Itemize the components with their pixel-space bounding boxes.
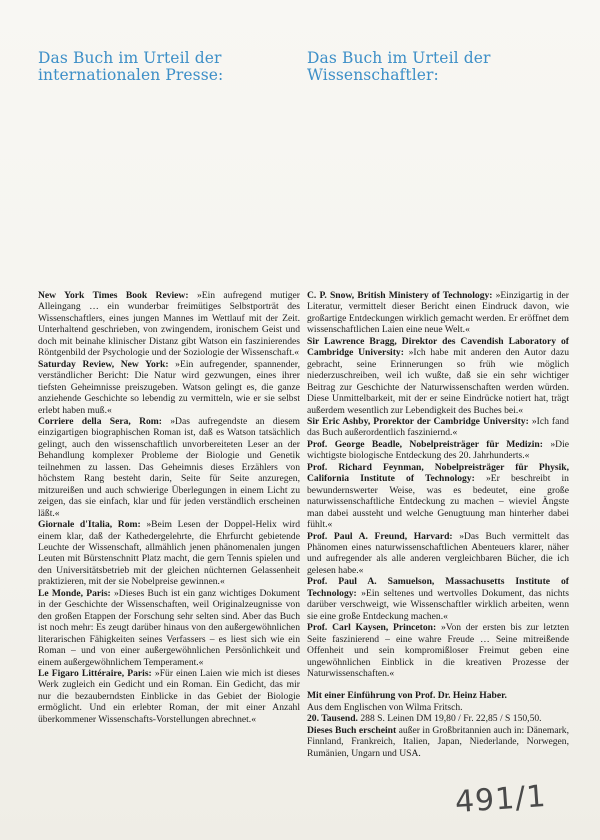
review-ashby [307,416,569,439]
review-quote: »Für einen Laien wie mich ist dieses Werk zugleich ein Gedicht und ein Roman. Ein Gedicht, das mir nur die bezauberndsten Einblicke in das Gebiet der Biologie ermöglicht. Und ein erlebter Roman, der mit einer Anzahl überkommener Wissenschafts-Vorstellungen abrechnet.« [38,667,300,725]
review-quote: »Dieses Buch ist ein ganz wichtiges Dokument in der Geschichte der Wissenschaften, weil Originalzeugnisse von den großen Etappen der Forschung sehr selten sind. Aber das Buch ist noch mehr: Es zeugt darüber hinaus von den außergewöhnlichen literarischen Fähigkeiten seines Verfassers – es liest sich wie ein Roman – und von einer außergewöhnlichen Persönlichkeit und einem außergewöhnlichem Temperament.« [38,587,300,668]
review-source: Prof. Paul A. Freund, Harvard: [307,530,453,542]
review-source: Prof. Richard Feynman, Nobelpreisträger für Physik, California Institute of Technology: [307,461,569,485]
review-source: Prof. George Beadle, Nobelpreisträger für Medizin: [307,438,543,450]
review-quote: »Einzigartig in der Literatur, vermittelt dieser Bericht einen Eindruck davon, wie großartige Entdeckungen wirklich gemacht werden. Er eröffnet dem wissenschaftlichen Laien eine neue Welt.« [307,290,569,336]
review-snow [307,290,569,336]
review-giornale [38,519,300,588]
book-intro-text: Mit einer Einführung von Prof. Dr. Heinz Haber. [307,690,507,702]
review-quote: »Beim Lesen der Doppel-Helix wird einem klar, daß der Kathedergelehrte, die Ehrfurcht gebietende Leuchte der Wissenschaft, allmählich jenen phänomenalen jungen Leuten mit Bürstenschnitt Platz macht, die gern Tennis spielen und den Universitätsbetrieb mit der gleichen nüchternen Gelassenheit praktizieren, mit der sie Nobelpreise gewinnen.« [38,519,301,588]
book-edition [307,713,569,724]
handwritten-note: 491/1 [453,778,548,821]
book-edition-label: 20. Tausend. [307,713,358,725]
review-source: Sir Eric Ashby, Prorektor der Cambridge University: [307,415,529,427]
review-source: Prof. Paul A. Samuelson, Massachusetts Institute of Technology: [307,576,569,599]
review-source: C. P. Snow, British Ministery of Technology: [307,290,493,301]
heading-scientists [307,50,567,84]
review-source: Le Monde, Paris: [38,587,111,599]
press-reviews-column [38,290,300,725]
review-quote: »Ein aufregend mutiger Alleingang … ein wunderbar freimütiges Selbstporträt des Wissenschaftlers, eines jungen Mannes im Wettlauf mit der Zeit. Unterhaltend geschrieben, von zwingendem, ironischem Geist und doch mit beinahe klinischer Distanz gibt Watson ein faszinierendes Röntgenbild der Psychologie und der Soziologie der Wissenschaft.« [38,290,300,359]
review-freund [307,531,569,577]
scientist-reviews-column [307,290,569,759]
heading-press [38,50,288,84]
review-saturday-review [38,359,300,416]
review-feynman [307,462,569,531]
review-kaysen [307,622,569,679]
review-beadle [307,439,569,462]
book-foreign-lead: Dieses Buch erscheint [307,724,397,736]
review-quote: »Ein aufregender, spannender, verständlicher Bericht: Die Natur wird gezwungen, eines ihrer tiefsten Geheimnisse preiszugeben. Watson gelingt es, die ganze anziehende Geschichte so lebendig zu vermitteln, wie er sie selbst erlebt haben muß.« [38,358,301,416]
review-quote: »Er beschreibt in bewundernswerter Weise, was es bedeutet, eine große naturwissenschaftliche Entdeckung zu machen – wieviel Ängste man dabei aussteht und welche Genugtuung man hinterher dabei fühlt.« [307,473,569,531]
book-foreign-countries: außer in Großbritannien auch in: Dänemark, Finnland, Frankreich, Italien, Japan, Niederlande, Norwegen, Rumänien, Ungarn und USA. [307,724,569,759]
review-quote: »Das Buch vermittelt das Phänomen eines naturwissenschaftlichen Abenteuers klarer, näher und aufregender als alle anderen vergleichbaren Bücher, die ich gelesen habe.« [307,530,569,576]
review-bragg [307,336,569,416]
review-quote: »Die wichtigste biologische Entdeckung des 20. Jahrhunderts.« [307,438,569,462]
review-corriere [38,416,300,519]
review-quote: »Das aufregendste an diesem einzigartigen biographischen Roman ist, daß es Watson tatsächlich gelingt, auch den wissenschaftlich unvorbereiteten Leser an der Behandlung komplexer Probleme der Biologie und Genetik teilnehmen zu lassen. Das Geheimnis dieses Erzählers von höchstem Rang besteht darin, Seite für Seite anzuregen, mitzureißen und auch schwierige Überlegungen in einem Licht zu zeigen, das sie einfach, klar und für jeden verständlich erscheinen läßt.« [38,415,300,519]
heading-press-line-2: internationalen Presse: [38,66,224,84]
review-source: Corriere della Sera, Rom: [38,415,162,427]
spacer [307,679,569,690]
heading-press-line-1: Das Buch im Urteil der [38,49,222,67]
heading-scientists-line-1: Das Buch im Urteil der [307,49,491,67]
review-source: Giornale d'Italia, Rom: [38,519,141,531]
heading-scientists-line-2: Wissenschaftler: [307,66,439,84]
review-le-figaro [38,668,300,725]
review-source: Sir Lawrence Bragg, Direktor des Cavendish Laboratory of Cambridge University: [307,335,569,359]
book-intro [307,690,569,701]
review-quote: »Ich habe mit anderen den Autor dazu gebracht, seine Erinnerungen so früh wie möglich niederzuschreiben, weil ich wußte, daß sie ein sehr wichtiger Beitrag zur Geschichte der Naturwissenschaften werden würden. Diese Unmittelbarkeit, mit der er seine Eindrücke notiert hat, trägt außerdem wesentlich zur Lebendigkeit des Buches bei.« [307,347,570,416]
review-quote: »Ich fand das Buch außerordentlich fasziniernd.« [307,415,569,439]
review-source: Saturday Review, New York: [38,358,169,370]
review-le-monde [38,588,300,668]
book-foreign-editions [307,725,569,759]
review-quote: »Ein seltenes und wertvolles Dokument, das nichts darüber verschweigt, wie Wissenschaftler wirklich arbeiten, wenn sie eine große Entdeckung machen.« [307,587,569,622]
review-samuelson [307,576,569,622]
review-source: New York Times Book Review: [38,290,189,301]
review-source: Prof. Carl Kaysen, Princeton: [307,622,437,634]
book-translation: Aus dem Englischen von Wilma Fritsch. [307,701,463,713]
review-source: Le Figaro Littéraire, Paris: [38,667,152,679]
review-quote: »Von der ersten bis zur letzten Seite faszinierend – eine wahre Freude … Seine mitreißende Offenheit und sein kompromißloser Freimut geben eine ungewöhnlichen Einblick in die kreativen Prozesse der Naturwissenschaften.« [307,622,570,679]
book-details: 288 S. Leinen DM 19,80 / Fr. 22,85 / S 150,50. [360,713,542,725]
review-nyt [38,290,300,359]
